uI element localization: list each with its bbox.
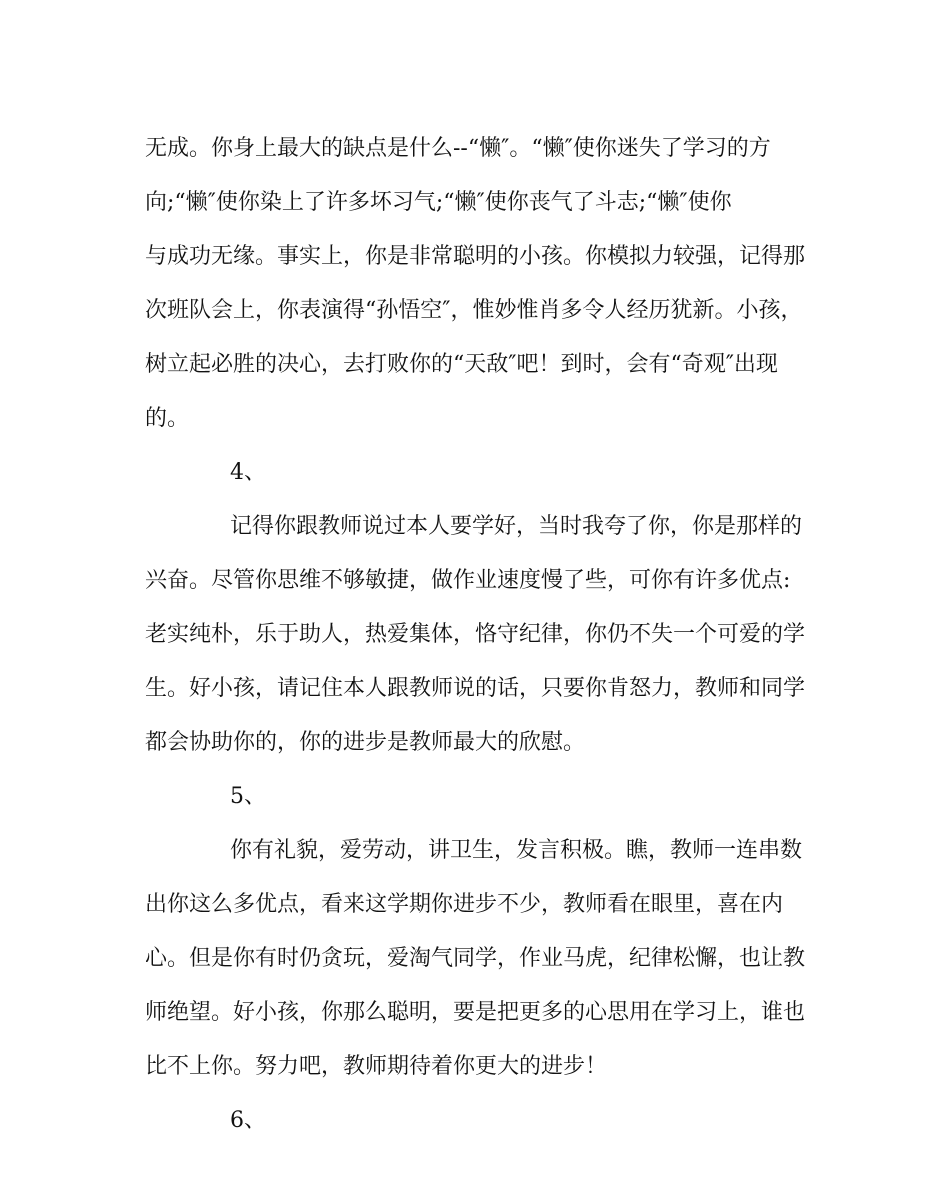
item-number-4: 4、	[230, 460, 266, 485]
paragraph-line: 比不上你。努力吧，教师期待着你更大的进步！	[145, 1054, 608, 1079]
paragraph-line: 兴奋。尽管你思维不够敏捷，做作业速度慢了些，可你有许多优点:	[145, 568, 791, 593]
paragraph-line: 你有礼貌，爱劳动，讲卫生，发言积极。瞧，教师一连串数	[230, 838, 803, 863]
paragraph-line: 次班队会上，你表演得“孙悟空″，惟妙惟肖多令人经历犹新。小孩，	[145, 298, 803, 323]
paragraph-line: 树立起必胜的决心，去打败你的“天敌″吧！到时，会有“奇观″出现	[145, 352, 778, 377]
paragraph-line: 心。但是你有时仍贪玩，爱淘气同学，作业马虎，纪律松懈，也让教	[145, 946, 806, 971]
paragraph-line: 无成。你身上最大的缺点是什么--“懒″。“懒″使你迷失了学习的方	[145, 136, 771, 161]
paragraph-line: 都会协助你的，你的进步是教师最大的欣慰。	[145, 730, 586, 755]
paragraph-line: 与成功无缘。事实上，你是非常聪明的小孩。你模拟力较强，记得那	[145, 244, 806, 269]
paragraph-line: 记得你跟教师说过本人要学好，当时我夸了你，你是那样的	[230, 514, 803, 539]
paragraph-line: 师绝望。好小孩，你那么聪明，要是把更多的心思用在学习上，谁也	[145, 1000, 806, 1025]
paragraph-line: 出你这么多优点，看来这学期你进步不少，教师看在眼里，喜在内	[145, 892, 784, 917]
paragraph-line: 老实纯朴，乐于助人，热爱集体，恪守纪律，你仍不失一个可爱的学	[145, 622, 806, 647]
paragraph-line: 的。	[145, 406, 190, 431]
paragraph-line: 生。好小孩，请记住本人跟教师说的话，只要你肯怒力，教师和同学	[145, 676, 806, 701]
item-number-6: 6、	[230, 1108, 266, 1133]
item-number-5: 5、	[230, 784, 266, 809]
paragraph-line: 向;“懒″使你染上了许多坏习气;“懒″使你丧气了斗志;“懒″使你	[145, 190, 732, 215]
